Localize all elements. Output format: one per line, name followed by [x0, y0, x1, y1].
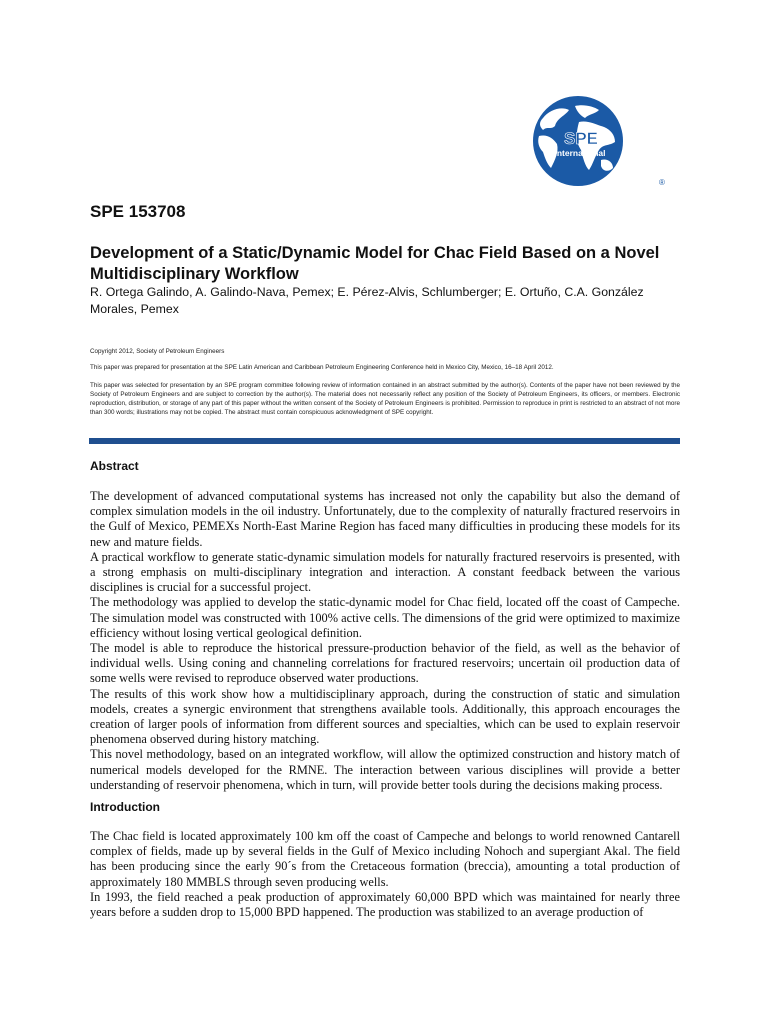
abstract-paragraph: The results of this work show how a multidisciplinary approach, during the construction of static and simulation models, creates a synergic environment that strengthens available tools. Additionally, this approach encourages the creation of larger pools of information from different sources and specialties, which can be used to explain reservoir phenomena observed during history matching.	[90, 686, 680, 747]
introduction-paragraph: The Chac field is located approximately 100 km off the coast of Campeche and belongs to world renowned Cantarell complex of fields, made up by several fields in the Gulf of Mexico including Nohoch and supergiant Akal. The field has been producing since the early 90´s from the Cretaceous formation (breccia), amounting a total production of approximately 180 MMBLS through seven producing wells.	[90, 829, 680, 889]
introduction-paragraph: In 1993, the field reached a peak production of approximately 60,000 BPD which was maintained for nearly three years before a sudden drop to 15,000 BPD happened. The production was stabilized to an average production of	[90, 889, 680, 920]
registered-mark: ®	[659, 178, 665, 187]
abstract-paragraph: The methodology was applied to develop the static-dynamic model for Chac field, located off the coast of Campeche. The simulation model was constructed with 100% active cells. The dimensions of the grid were optimized to maximize efficiency without losing vertical geological definition.	[90, 595, 680, 640]
abstract-heading: Abstract	[90, 459, 139, 473]
logo-org-text: SPE	[563, 129, 599, 148]
introduction-heading: Introduction	[90, 800, 160, 814]
presentation-notice: This paper was prepared for presentation at the SPE Latin American and Caribbean Petroleum Engineering Conference held in Mexico City, Mexico, 16–18 April 2012.	[90, 364, 554, 371]
paper-id: SPE 153708	[90, 202, 186, 221]
abstract-paragraph: The development of advanced computational systems has increased not only the capability but also the demand of complex simulation models in the oil industry. Unfortunately, due to the complexity of naturally fractured reservoirs in the Gulf of Mexico, PEMEXs North-East Marine Region has faced many difficulties in producing these models for its new and mature fields.	[90, 489, 680, 549]
section-divider	[89, 438, 680, 444]
abstract-paragraph: This novel methodology, based on an integrated workflow, will allow the optimized construction and history match of numerical models developed for the RMNE. The interaction between various disciplines will provide a better understanding of reservoir phenomena, which in turn, will provide better tools during the decisions making process.	[90, 747, 680, 792]
selection-notice: This paper was selected for presentation by an SPE program committee following review of information contained in an abstract submitted by the author(s). Contents of the paper have not been reviewed by the Society of Petroleum Engineers and are subject to correction by the author(s). The material does not necessarily reflect any position of the Society of Petroleum Engineers, its officers, or members. Electronic reproduction, distribution, or storage of any part of this paper without the written consent of the Society of Petroleum Engineers is prohibited. Permission to reproduce in print is restricted to an abstract of not more than 300 words; illustrations may not be copied. The abstract must contain conspicuous acknowledgment of SPE copyright.	[90, 382, 680, 416]
author-list: R. Ortega Galindo, A. Galindo-Nava, Pemex; E. Pérez-Alvis, Schlumberger; E. Ortuño, C.A. González Morales, Pemex	[90, 285, 644, 316]
abstract-body	[90, 489, 680, 793]
abstract-paragraph: A practical workflow to generate static-dynamic simulation models for naturally fractured reservoirs is presented, with a strong emphasis on multi-disciplinary integration and interaction. A constant feedback between the various disciplines is crucial for a successful project.	[90, 549, 680, 595]
paper-title: Development of a Static/Dynamic Model for Chac Field Based on a Novel Multidisciplinary Workflow	[90, 244, 660, 283]
abstract-paragraph: The model is able to reproduce the historical pressure-production behavior of the field, as well as the behavior of individual wells. Using coning and channeling correlations for fractured reservoirs; uncertain oil production data of some wells were revised to reproduce observed water productions.	[90, 641, 680, 686]
introduction-body	[90, 829, 680, 920]
spe-international-logo	[509, 96, 671, 188]
logo-sub-text: International	[554, 148, 606, 158]
copyright-notice: Copyright 2012, Society of Petroleum Engineers	[90, 348, 225, 355]
